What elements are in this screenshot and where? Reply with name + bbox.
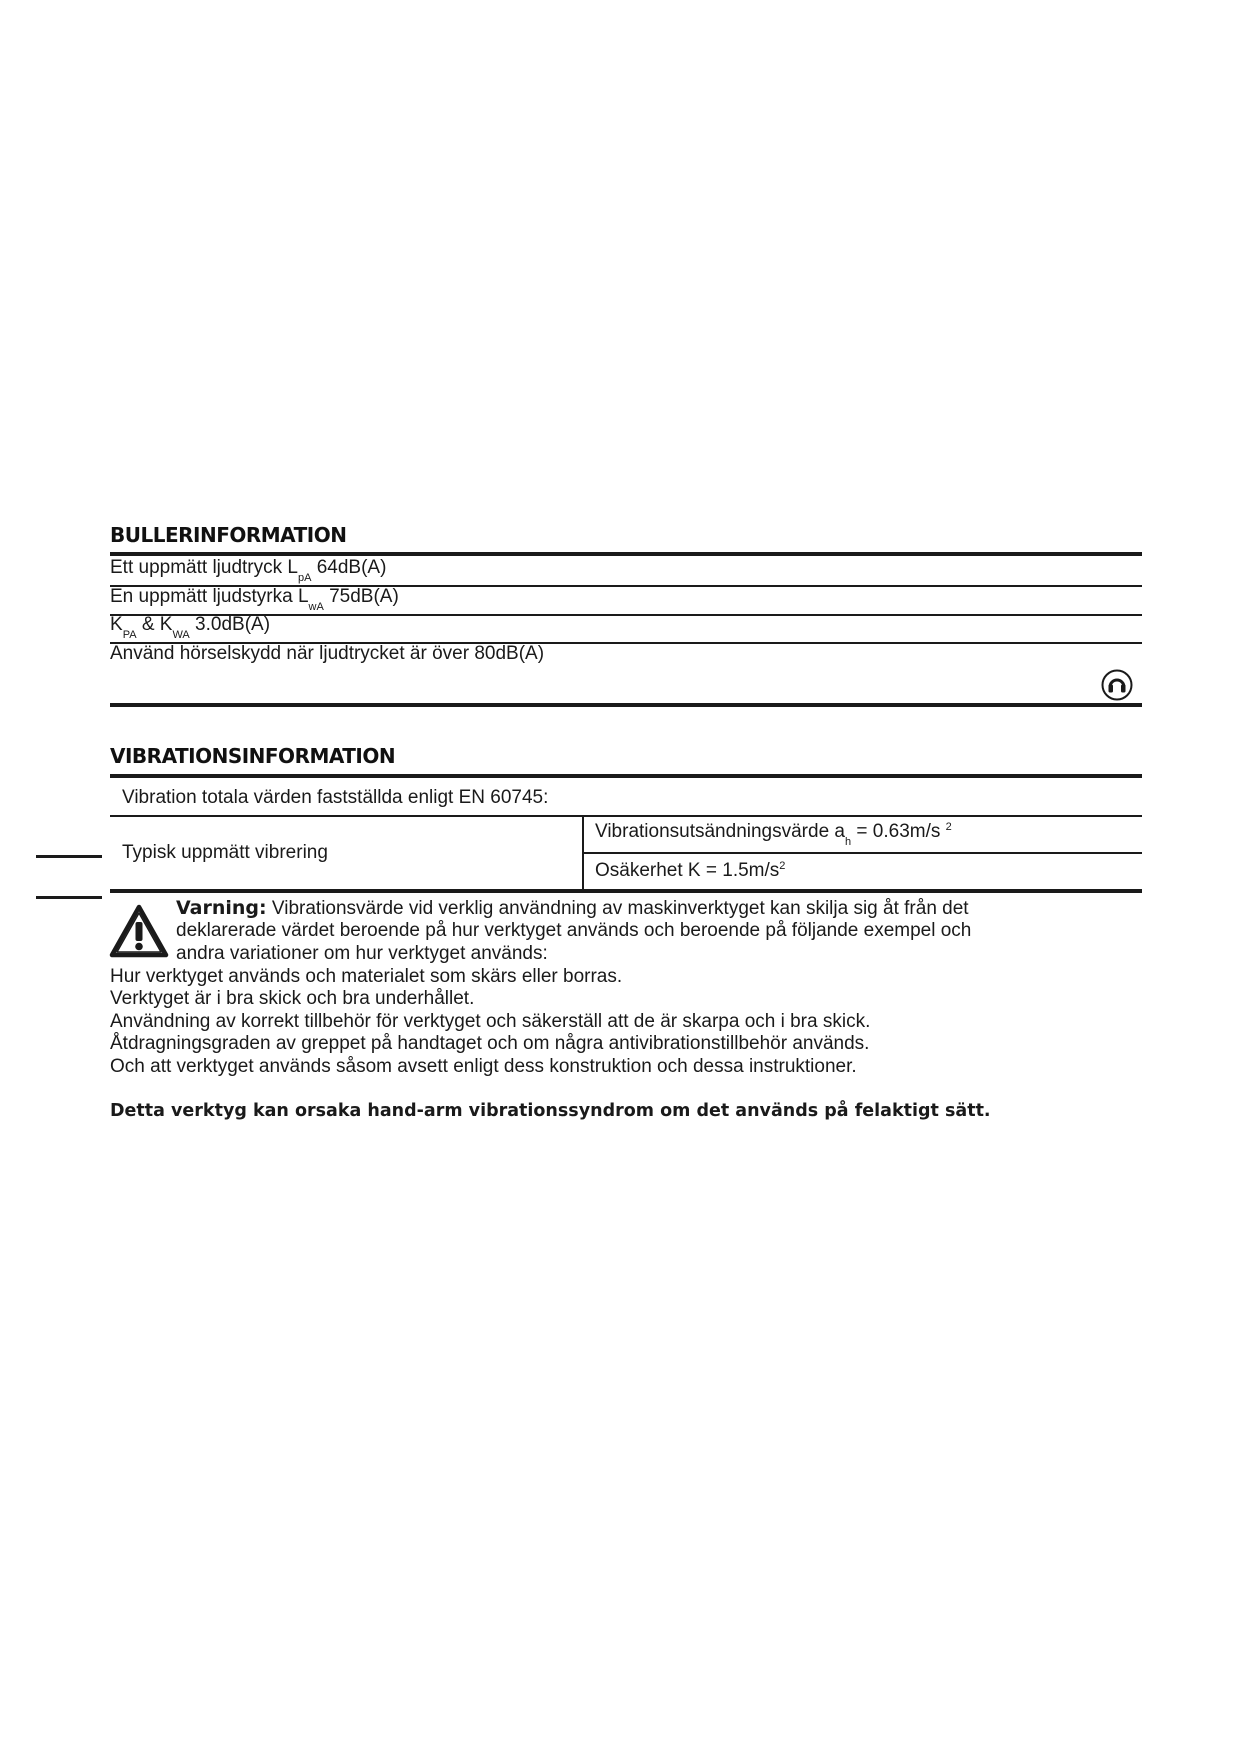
warning-line-1: Varning: Vibrationsvärde vid verklig användning av maskinverktyget kan skilja sig åt från det <box>176 897 969 919</box>
ear-protection-icon <box>1101 669 1133 701</box>
warning-item: Åtdragningsgraden av greppet på handtaget och om några antivibrationstillbehör används. <box>110 1033 870 1054</box>
uncertainty-row: $K_{PA}$ & $K_{WA}$ 3.0dB(A) <box>110 614 271 641</box>
uncertainty-value: Osäkerhet $K = 1.5m/s^2$ <box>595 860 786 881</box>
warning-item: Verktyget är i bra skick och bra underhållet. <box>110 988 475 1009</box>
margin-mark <box>36 855 102 858</box>
emission-value: Vibrationsutsändningsvärde $a_h = 0.63m/s$ $^2$ <box>595 821 952 848</box>
hand-arm-warning: Detta verktyg kan orsaka hand-arm vibrationssyndrom om det används på felaktigt sätt. <box>110 1101 991 1121</box>
vibration-bottom-rule <box>110 889 1142 893</box>
vibration-rule-2 <box>582 852 1142 854</box>
vibration-intro: Vibration totala värden fastställda enligt EN 60745: <box>122 787 549 808</box>
vibration-top-rule <box>110 774 1142 778</box>
warning-item: Hur verktyget används och materialet som skärs eller borras. <box>110 966 623 987</box>
noise-bottom-rule <box>110 703 1142 707</box>
noise-heading: BULLERINFORMATION <box>110 523 347 547</box>
noise-top-rule <box>110 552 1142 556</box>
warning-line-3: andra variationer om hur verktyget används: <box>176 943 548 964</box>
warning-item: Och att verktyget används såsom avsett enligt dess konstruktion och dessa instruktioner. <box>110 1056 857 1077</box>
warning-triangle-icon <box>109 904 169 959</box>
sound-power-row: En uppmätt ljudstyrka $L_{wA}$ 75dB(A) <box>110 586 399 613</box>
vibration-label: Typisk uppmätt vibrering <box>122 842 328 863</box>
warning-item: Användning av korrekt tillbehör för verktyget och säkerställ att de är skarpa och i bra skick. <box>110 1011 871 1032</box>
vibration-rule-1 <box>110 815 1142 817</box>
warning-line-2: deklarerade värdet beroende på hur verktyget används och beroende på följande exempel och <box>176 920 972 941</box>
margin-mark <box>36 896 102 899</box>
hearing-protection-row: Använd hörselskydd när ljudtrycket är över 80dB(A) <box>110 643 545 664</box>
vibration-heading: VIBRATIONSINFORMATION <box>110 744 396 768</box>
sound-pressure-row: Ett uppmätt ljudtryck $L_{pA}$ 64dB(A) <box>110 557 387 584</box>
